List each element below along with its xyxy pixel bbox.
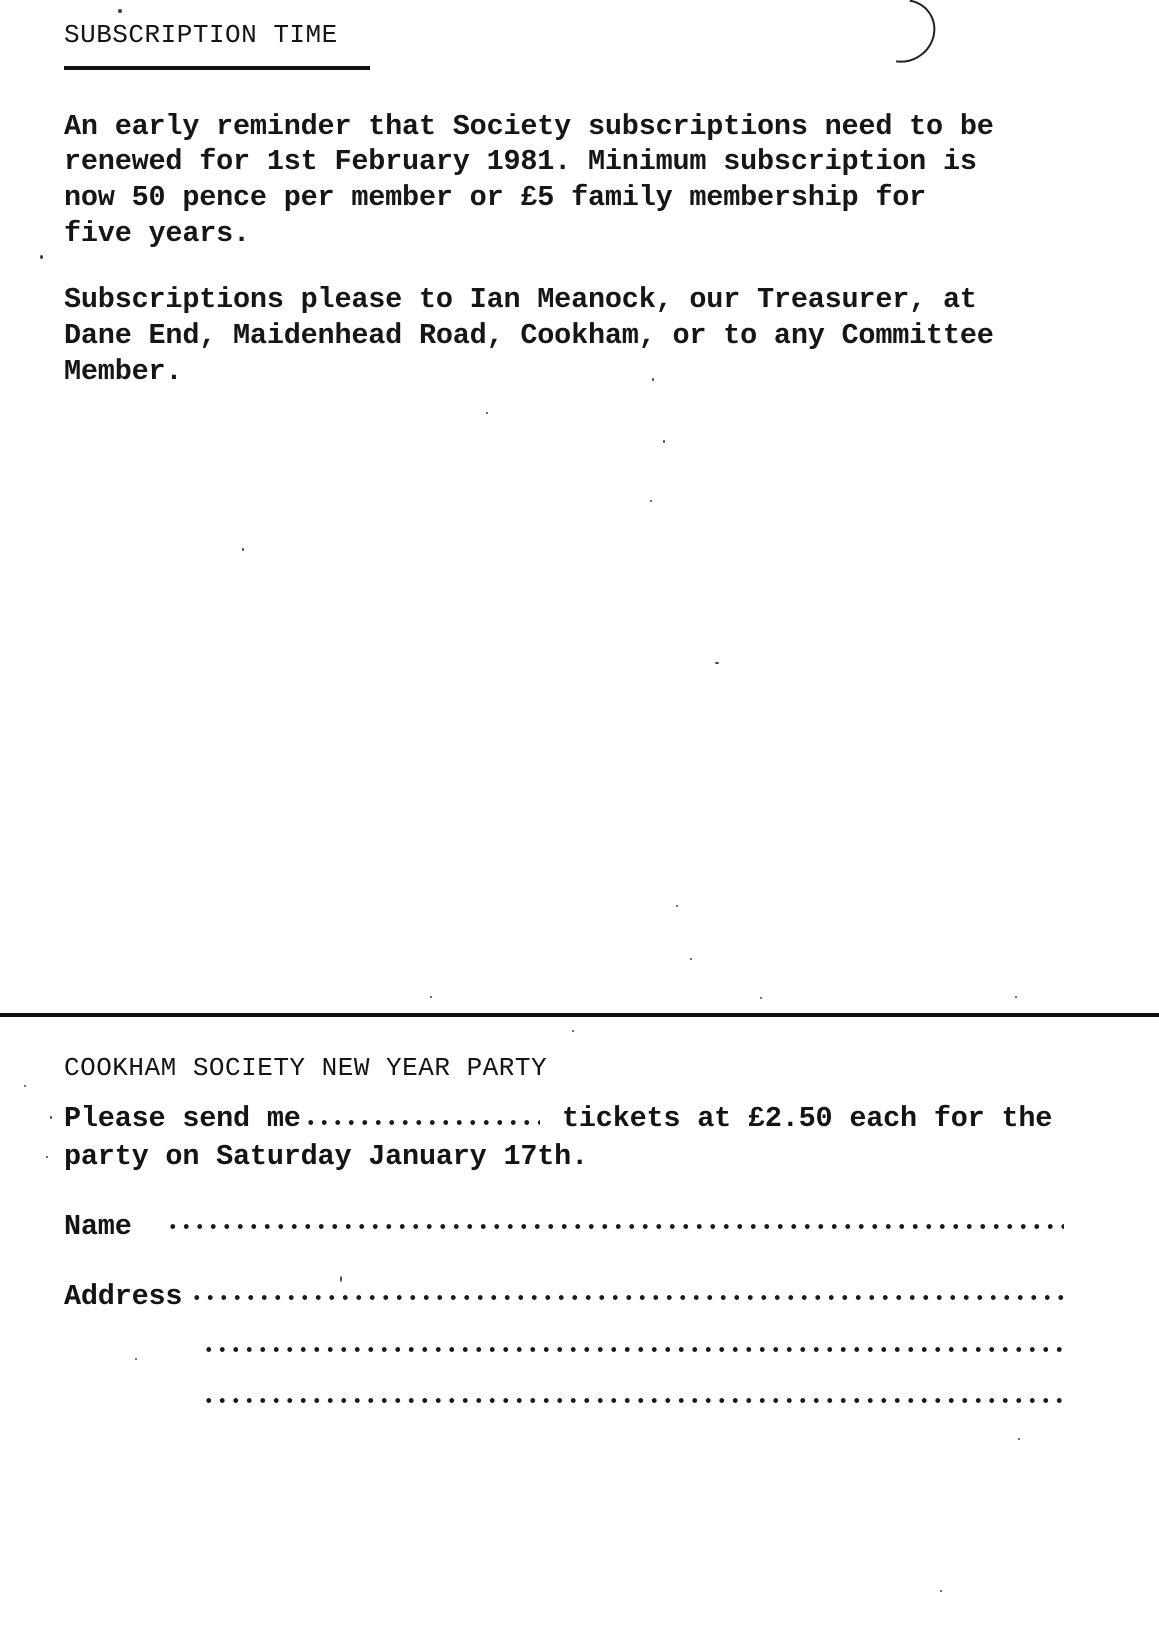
scan-speck xyxy=(663,440,665,443)
paragraph-line: five years. xyxy=(64,217,250,250)
address-label: Address xyxy=(64,1280,183,1313)
name-blank[interactable] xyxy=(166,1224,1064,1229)
scan-speck xyxy=(24,1085,26,1087)
tear-off-divider xyxy=(0,1013,1159,1017)
pen-circle-mark xyxy=(858,0,948,75)
paragraph-line: Member. xyxy=(64,355,183,388)
scan-speck xyxy=(690,958,692,960)
scan-speck xyxy=(940,1590,942,1592)
ticket-quantity-blank[interactable] xyxy=(304,1120,540,1125)
scan-speck xyxy=(40,255,43,259)
name-label: Name xyxy=(64,1210,132,1243)
scan-speck xyxy=(50,1116,52,1119)
heading-underline xyxy=(64,66,370,70)
scan-speck xyxy=(715,662,719,664)
scan-speck xyxy=(652,378,654,381)
scan-speck xyxy=(1015,996,1017,998)
address-blank-line-2[interactable] xyxy=(202,1347,1064,1352)
scan-speck xyxy=(118,9,122,13)
address-blank-line-1[interactable] xyxy=(190,1295,1064,1300)
paragraph-line: Subscriptions please to Ian Meanock, our Treasurer, at xyxy=(64,283,977,316)
subscription-heading: SUBSCRIPTION TIME xyxy=(64,20,338,50)
scan-speck xyxy=(46,1156,48,1158)
scan-speck xyxy=(486,412,488,414)
scan-speck xyxy=(760,997,762,999)
paragraph-line: renewed for 1st February 1981. Minimum subscription is xyxy=(64,145,977,178)
scan-speck xyxy=(242,548,244,551)
scan-speck xyxy=(340,1276,342,1282)
scan-speck xyxy=(135,1358,137,1360)
scan-speck xyxy=(650,500,652,502)
paragraph-line: An early reminder that Society subscriptions need to be xyxy=(64,110,994,143)
request-prefix: Please send me xyxy=(64,1102,301,1135)
scan-speck xyxy=(430,996,432,998)
scan-speck xyxy=(676,905,678,907)
scan-speck xyxy=(1018,1438,1020,1440)
scan-speck xyxy=(572,1030,574,1032)
paragraph-line: now 50 pence per member or £5 family membership for xyxy=(64,181,927,214)
party-heading: COOKHAM SOCIETY NEW YEAR PARTY xyxy=(64,1053,548,1083)
request-suffix: tickets at £2.50 each for the xyxy=(562,1102,1053,1135)
request-line-2: party on Saturday January 17th. xyxy=(64,1140,588,1173)
paragraph-line: Dane End, Maidenhead Road, Cookham, or to any Committee xyxy=(64,319,994,352)
address-blank-line-3[interactable] xyxy=(202,1398,1064,1403)
